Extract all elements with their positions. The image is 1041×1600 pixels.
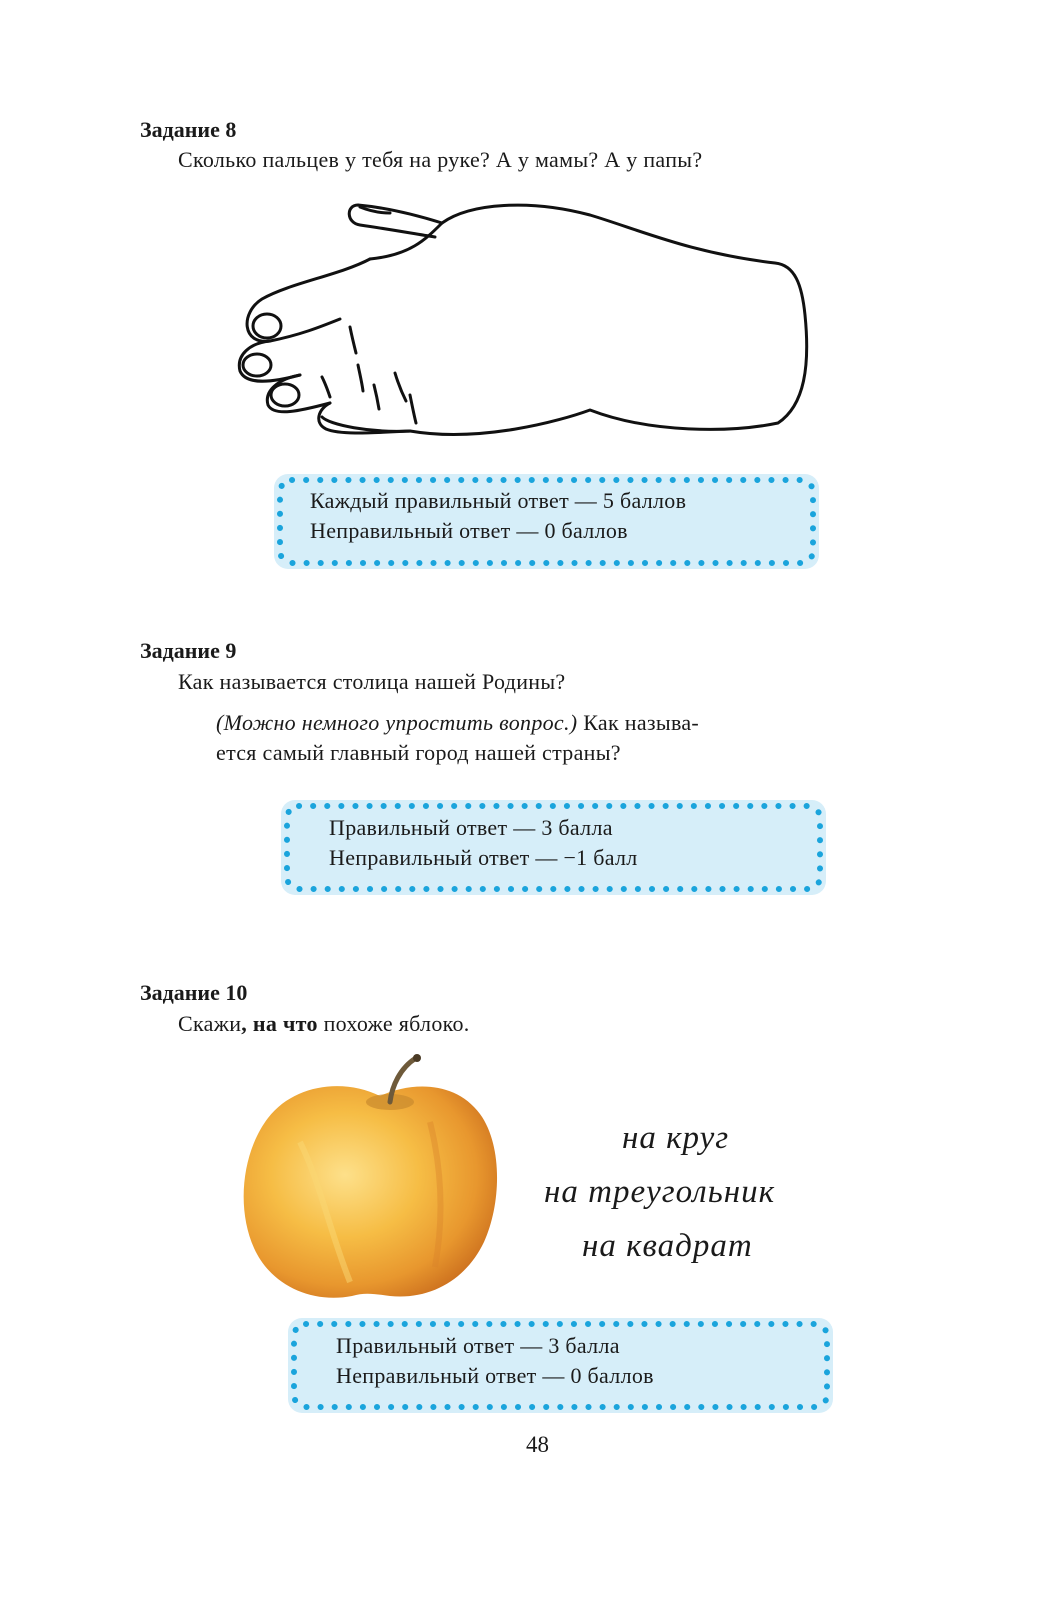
task-10-question-pre: Скажи [178,1011,242,1036]
task-10-score-line-2: Неправильный ответ — 0 баллов [336,1363,654,1388]
task-9-score-line-2: Неправильный ответ — −1 балл [329,845,638,870]
task-8-score-line-1: Каждый правильный ответ — 5 баллов [310,488,687,513]
task-10-score-line-1: Правильный ответ — 3 балла [336,1333,620,1358]
page-number: 48 [526,1432,549,1457]
task-8-score-line-2: Неправильный ответ — 0 баллов [310,518,628,543]
task-10-question [178,1011,470,1037]
task-10-score-box [288,1318,833,1413]
task-10-question-post: похоже яблоко. [317,1011,470,1036]
task-9-title: Задание 9 [140,638,237,663]
task-8-title: Задание 8 [140,117,237,142]
task-9-hint-line-2: ется самый главный город нашей страны? [216,740,621,765]
task-9-score-box [281,800,826,895]
task-10-question-bold: , на что [241,1011,318,1036]
task-9-question: Как называется столица нашей Родины? [178,669,566,694]
task-10-title: Задание 10 [140,980,248,1005]
task-8-score-box [274,474,819,569]
answer-option-3: на квадрат [582,1228,753,1264]
task-9-score-line-1: Правильный ответ — 3 балла [329,815,613,840]
task-8-question: Сколько пальцев у тебя на руке? А у мамы? А у папы? [178,147,703,172]
task-9-hint-rest: Как называ- [577,710,700,735]
hand-icon [230,195,820,450]
task-9-hint-italic: (Можно немного упростить вопрос.) [216,710,578,735]
apple-icon [240,1052,502,1304]
task-9-hint-line-1 [216,710,699,736]
answer-option-1: на круг [622,1120,730,1156]
answer-option-2: на треугольник [544,1174,776,1210]
